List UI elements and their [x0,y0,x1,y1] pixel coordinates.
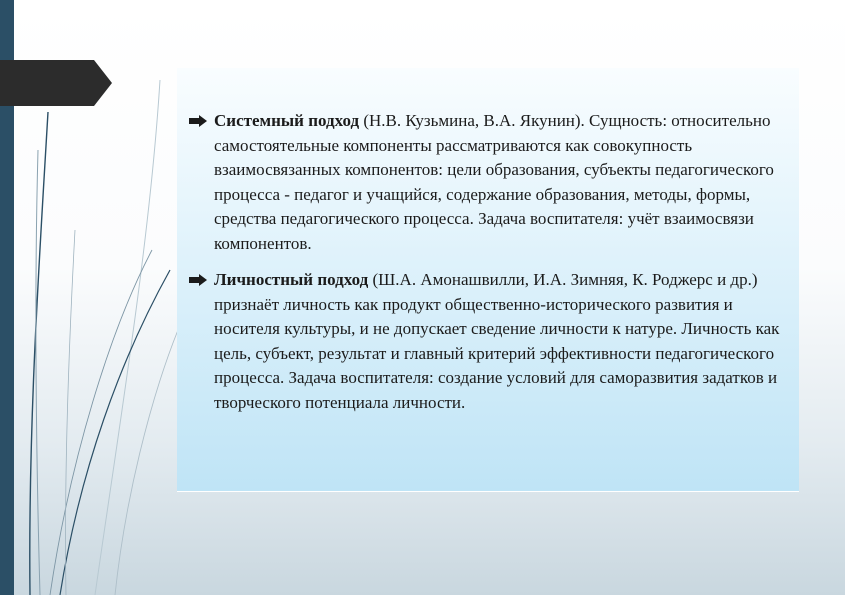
approach-term: Системный подход [214,111,360,130]
bullet-item-system-approach [177,109,799,256]
bullet-list [177,109,799,427]
approach-description: (Н.В. Кузьмина, В.А. Якунин). Сущность: относительно самостоятельные компоненты рассматриваются как совокупность взаимосвязанных компонентов: цели образования, субъекты педагогического процесса - педагог и учащийся, содержание образования, методы, формы, средства педагогического процесса. Задача воспитателя: учёт взаимосвязи компонентов. [214,111,774,253]
approach-term: Личностный подход [214,270,369,289]
arrow-bullet-icon [189,115,207,127]
title-tab-shape [0,60,112,106]
content-panel [177,68,799,492]
bullet-item-personal-approach [177,268,799,415]
arrow-bullet-icon [189,274,207,286]
approach-description: (Ш.А. Амонашвилли, И.А. Зимняя, К. Роджерс и др.) признаёт личность как продукт общественно-исторического развития и носителя культуры, и не допускает сведение личности к натуре. Личность как цель, субъект, результат и главный критерий эффективности педагогического процесса. Задача воспитателя: создание условий для саморазвития задатков и творческого потенциала личности. [214,270,780,412]
